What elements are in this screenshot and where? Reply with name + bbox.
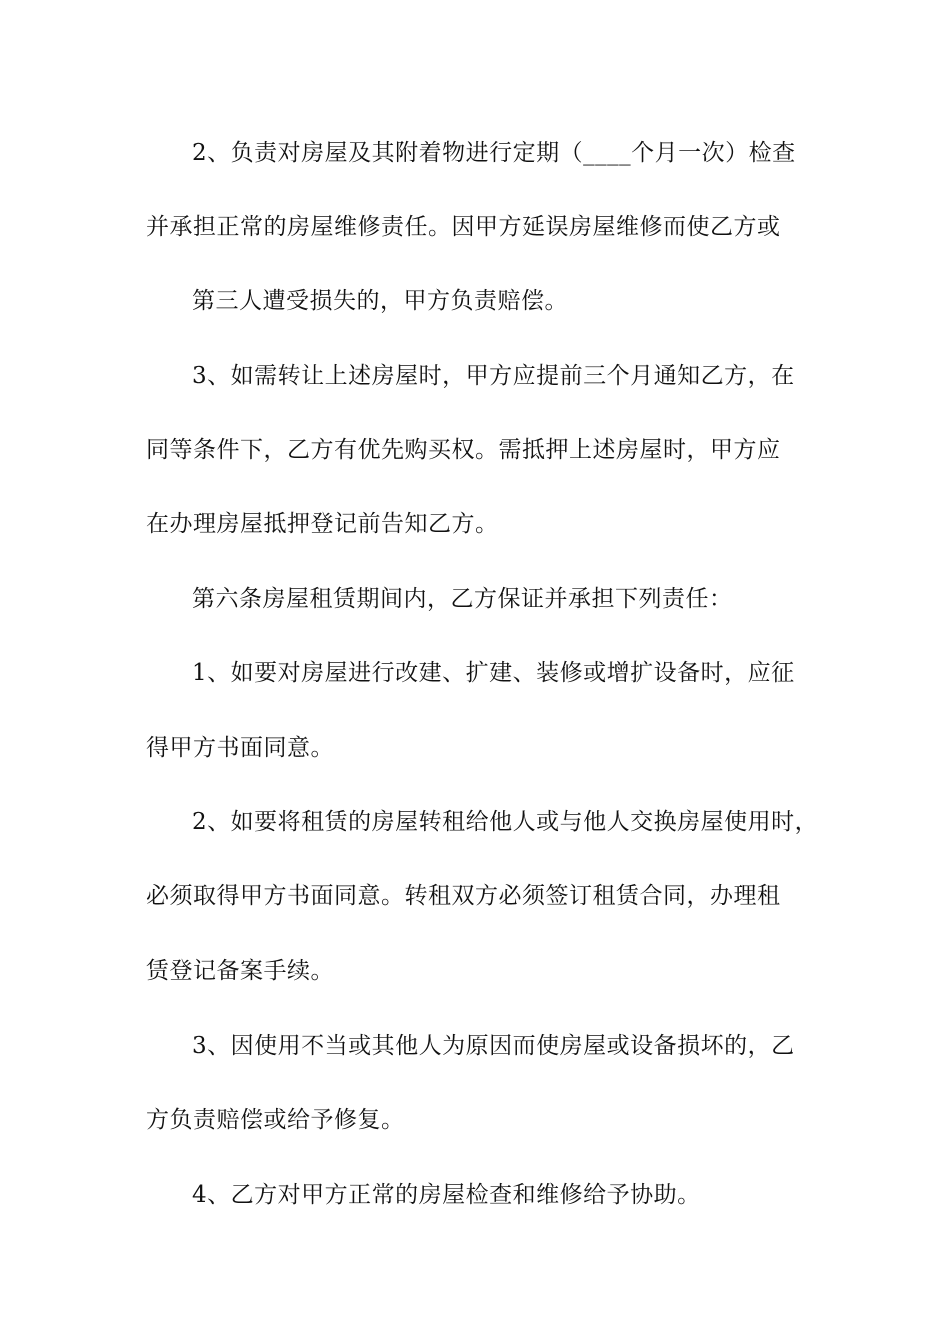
text-line: 得甲方书面同意。	[146, 735, 334, 761]
text-line: 3、因使用不当或其他人为原因而使房屋或设备损坏的，乙	[192, 1033, 795, 1059]
text-line: 第三人遭受损失的，甲方负责赔偿。	[192, 288, 568, 314]
text-line: 并承担正常的房屋维修责任。因甲方延误房屋维修而使乙方或	[146, 214, 781, 240]
text-line: 4、乙方对甲方正常的房屋检查和维修给予协助。	[192, 1182, 701, 1208]
text-line: 必须取得甲方书面同意。转租双方必须签订租赁合同，办理租	[146, 883, 781, 909]
text-line: 3、如需转让上述房屋时，甲方应提前三个月通知乙方，在	[192, 363, 795, 389]
text-line: 在办理房屋抵押登记前告知乙方。	[146, 511, 499, 537]
text-line: 2、负责对房屋及其附着物进行定期（____个月一次）检查	[192, 140, 796, 166]
text-line: 1、如要对房屋进行改建、扩建、装修或增扩设备时，应征	[192, 660, 795, 686]
text-line: 2、如要将租赁的房屋转租给他人或与他人交换房屋使用时，	[192, 809, 819, 835]
text-line: 赁登记备案手续。	[146, 958, 334, 984]
text-line: 第六条房屋租赁期间内，乙方保证并承担下列责任：	[192, 586, 733, 612]
text-line: 方负责赔偿或给予修复。	[146, 1107, 405, 1133]
text-line: 同等条件下，乙方有优先购买权。需抵押上述房屋时，甲方应	[146, 437, 781, 463]
